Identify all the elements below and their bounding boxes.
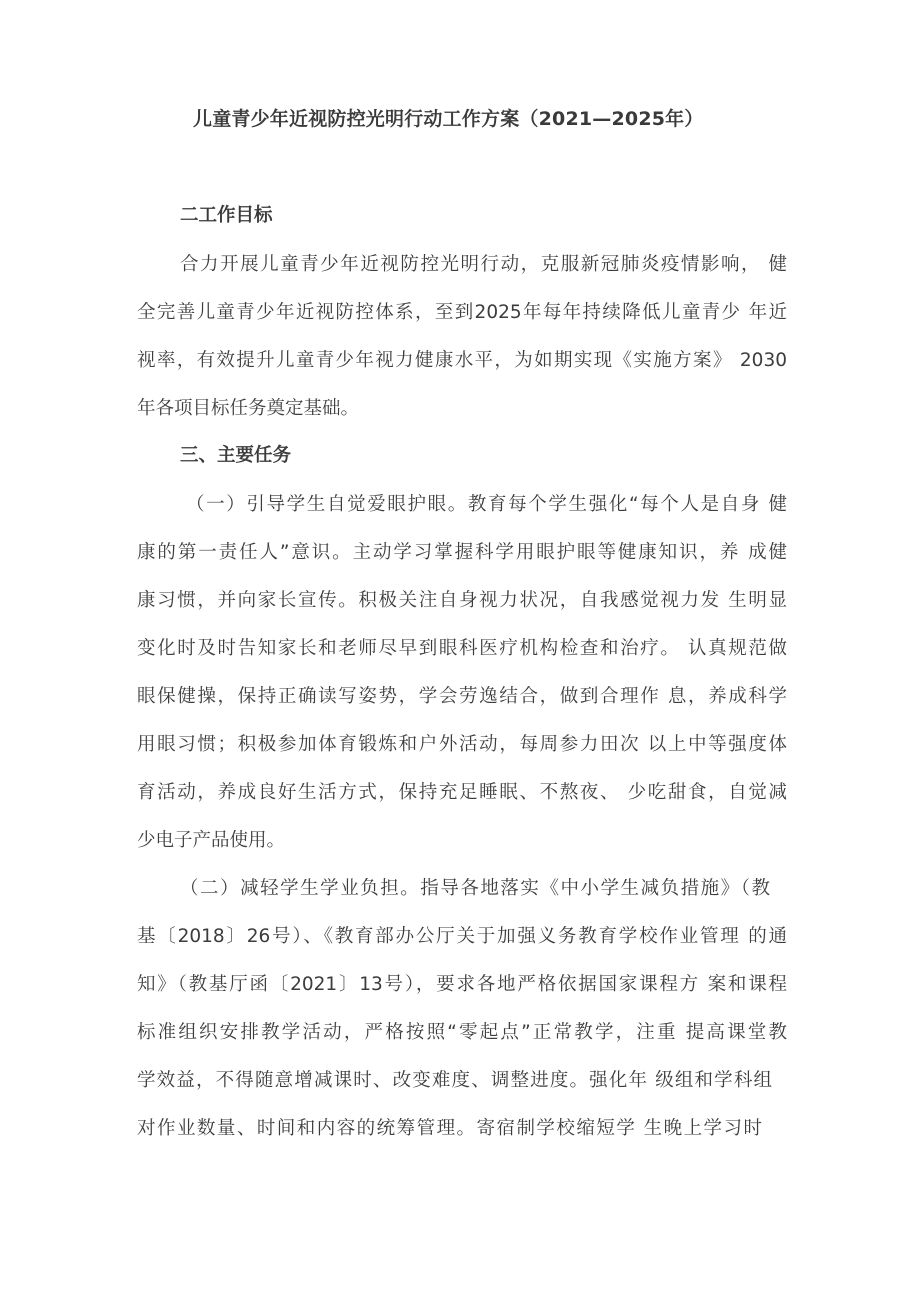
paragraph-line: 用眼习惯；积极参加体育锻炼和户外活动，每周参力田次 以上中等强度体 bbox=[137, 734, 787, 755]
paragraph-line: 康的第一责任人”意识。主动学习掌握科学用眼护眼等健康知识，养 成健 bbox=[137, 542, 787, 563]
paragraph-line: 学效益，不得随意增减课时、改变难度、调整进度。强化年 级组和学科组 bbox=[137, 1070, 772, 1091]
paragraph-line: 基〔2018〕26号）、《教育部办公厅关于加强义务教育学校作业管理 的通 bbox=[137, 926, 787, 947]
section-heading-main-tasks: 三、主要任务 bbox=[180, 445, 292, 466]
paragraph-line: 全完善儿童青少年近视防控体系，至到2025年每年持续降低儿童青少 年近 bbox=[137, 302, 787, 323]
paragraph-line: 视率，有效提升儿童青少年视力健康水平，为如期实现《实施方案》 2030 bbox=[137, 350, 787, 371]
paragraph-line: 眼保健操，保持正确读写姿势，学会劳逸结合，做到合理作 息，养成科学 bbox=[137, 686, 787, 707]
paragraph-line: 康习惯，并向家长宣传。积极关注自身视力状况，自我感觉视力发 生明显 bbox=[137, 590, 787, 611]
paragraph-line: （二）减轻学生学业负担。指导各地落实《中小学生减负措施》（教 bbox=[180, 878, 770, 899]
paragraph-line: 合力开展儿童青少年近视防控光明行动，克服新冠肺炎疫情影响， 健 bbox=[180, 254, 787, 275]
paragraph-line: 标准组织安排教学活动，严格按照“零起点”正常教学，注重 提高课堂教 bbox=[137, 1022, 787, 1043]
paragraph-line: 少电子产品使用。 bbox=[137, 830, 286, 851]
paragraph-line: 知》（教基厅函〔2021〕13号），要求各地严格依据国家课程方 案和课程 bbox=[137, 974, 787, 995]
section-heading-goals: 二工作目标 bbox=[180, 205, 273, 226]
paragraph-line: 育活动，养成良好生活方式，保持充足睡眠、不熬夜、 少吃甜食，自觉减 bbox=[137, 782, 787, 803]
paragraph-line: （一）引导学生自觉爱眼护眼。教育每个学生强化“每个人是自身 健 bbox=[186, 494, 787, 515]
paragraph-line: 对作业数量、时间和内容的统筹管理。寄宿制学校缩短学 生晚上学习时 bbox=[137, 1118, 762, 1139]
paragraph-line: 变化时及时告知家长和老师尽早到眼科医疗机构检查和治疗。 认真规范做 bbox=[137, 638, 787, 659]
document-title: 儿童青少年近视防控光明行动工作方案（2021—2025年） bbox=[193, 108, 704, 130]
paragraph-line: 年各项目标任务奠定基础。 bbox=[137, 398, 360, 419]
